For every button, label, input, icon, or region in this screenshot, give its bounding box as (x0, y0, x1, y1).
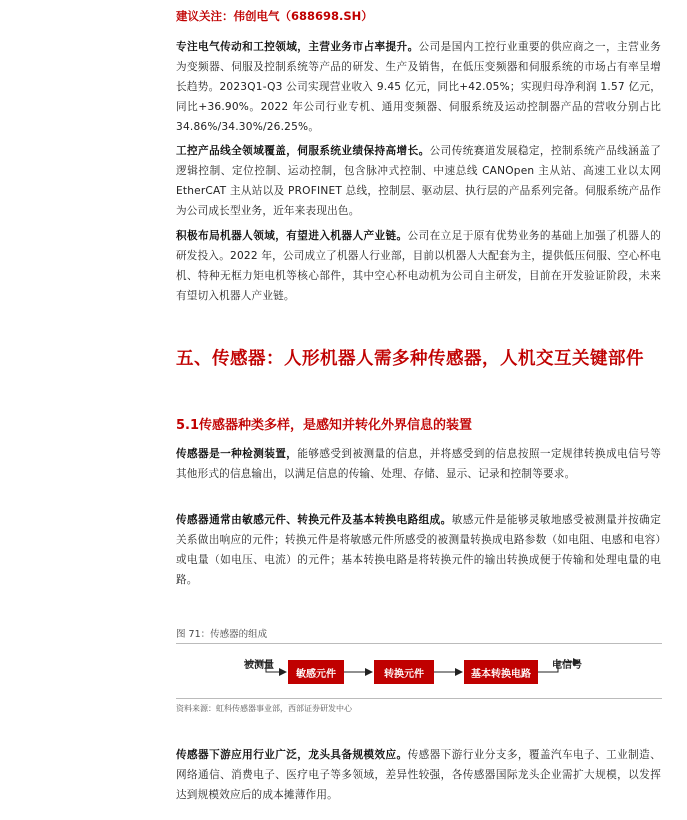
figure-source: 资料来源：虹科传感器事业部，西部证券研发中心 (176, 704, 352, 713)
paragraph-lead: 传感器是一种检测装置， (176, 448, 298, 460)
sensitive-element-box: 敏感元件 (288, 660, 344, 684)
paragraph-sensor-composition (176, 510, 661, 590)
figure-caption: 图 71：传感器的组成 (176, 629, 268, 640)
paragraph-body: 能够感受到被测量的信息，并将感受到的信息按照一定规律转换成电信号等其他形式的信息输出，以满足信息的传输、处理、存储、显示、记录和控制等要求。 (176, 448, 661, 480)
paragraph-lead: 传感器通常由敏感元件、转换元件及基本转换电路组成。 (176, 514, 452, 526)
subsection-title: 5.1传感器种类多样，是感知并转化外界信息的装置 (176, 418, 473, 433)
basic-circuit-box: 基本转换电路 (464, 660, 538, 684)
paragraph-product-line (176, 141, 661, 221)
paragraph-lead: 工控产品线全领域覆盖，伺服系统业绩保持高增长。 (176, 145, 430, 157)
paragraph-downstream-applications (176, 745, 661, 805)
paragraph-body: 敏感元件是能够灵敏地感受被测量并按确定关系做出响应的元件；转换元件是将敏感元件所感受的被测量转换成电路参数（如电阻、电感和电容）或电量（如电压、电流）的元件；基本转换电路是将转换元件的输出转换成便于传输和处理电量的电路。 (176, 514, 661, 586)
paragraph-body: 公司是国内工控行业重要的供应商之一，主营业务为变频器、伺服及控制系统等产品的研发、生产及销售，在低压变频器和伺服系统的市场占有率呈增长趋势。2023Q1-Q3 公司实现营业收入 9.45 亿元，同比+42.05%；实现归母净利润 1.57 亿元，同比+36.90%。2022 年公司行业专机、通用变频器、伺服系统及运动控制器产品的营收分别占比 34.86%/34.30%/26.25%。 (176, 41, 661, 133)
figure-top-rule (176, 643, 662, 644)
recommendation-line: 建议关注：伟创电气（688698.SH） (176, 9, 373, 23)
figure-bottom-rule (176, 698, 662, 699)
input-label: 被测量 (244, 660, 274, 671)
paragraph-body: 传感器下游行业分支多，覆盖汽车电子、工业制造、网络通信、消费电子、医疗电子等多领域，差异性较强，各传感器国际龙头企业需扩大规模，以发挥达到规模效应后的成本摊薄作用。 (176, 749, 661, 801)
output-label: 电信号 (552, 660, 582, 671)
paragraph-lead: 积极布局机器人领域，有望进入机器人产业链。 (176, 230, 408, 242)
sensor-composition-diagram (176, 648, 662, 696)
paragraph-body: 公司在立足于原有优势业务的基础上加强了机器人的研发投入。2022 年，公司成立了机器人行业部，目前以机器人大配套为主，提供低压伺服、空心杯电机、特种无框力矩电机等核心部件，其中空心杯电动机为公司自主研发，目前在开发验证阶段，未来有望切入机器人产业链。 (176, 230, 661, 302)
paragraph-lead: 传感器下游应用行业广泛，龙头具备规模效应。 (176, 749, 408, 761)
paragraph-robot-layout (176, 226, 661, 306)
paragraph-body: 公司传统赛道发展稳定，控制系统产品线涵盖了逻辑控制、定位控制、运动控制，包含脉冲式控制、中速总线 CANOpen 主从站、高速工业以太网 EtherCAT 主从站以及 PROFINET 总线，控制层、驱动层、执行层的产品系列完备。伺服系统产品作为公司成长型业务，近年来表现出色。 (176, 145, 661, 217)
paragraph-sensor-definition (176, 444, 661, 484)
section-title: 五、传感器：人形机器人需多种传感器，人机交互关键部件 (176, 349, 644, 369)
paragraph-company-business (176, 37, 661, 137)
conversion-element-box: 转换元件 (374, 660, 434, 684)
paragraph-lead: 专注电气传动和工控领域，主营业务市占率提升。 (176, 41, 419, 53)
